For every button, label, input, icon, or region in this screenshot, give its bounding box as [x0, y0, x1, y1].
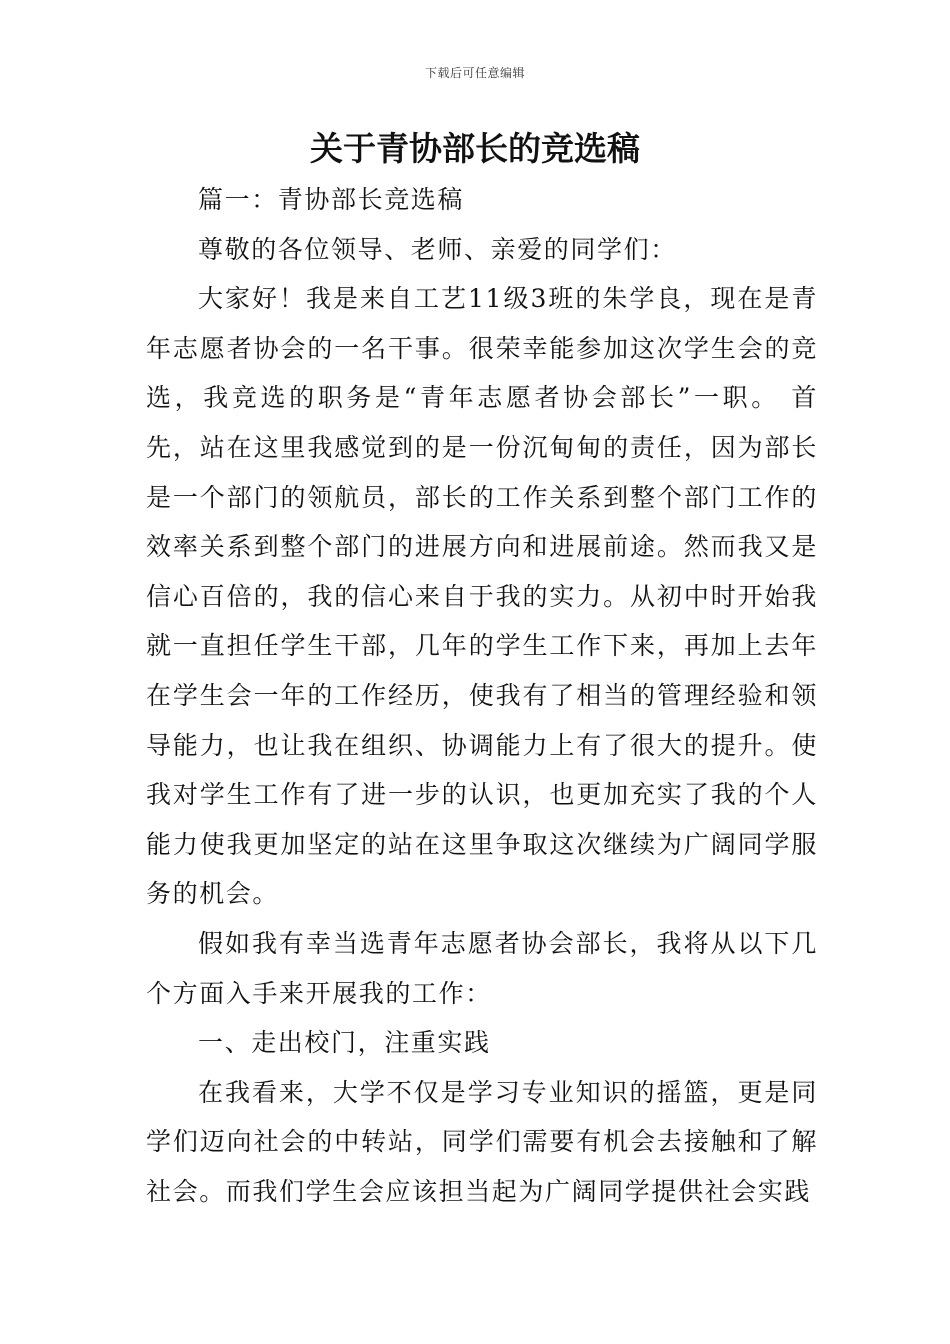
subsection-heading: 一、走出校门，注重实践 — [198, 1028, 491, 1058]
salutation: 尊敬的各位领导、老师、亲爱的同学们： — [198, 234, 677, 264]
body-paragraph: 在我看来，大学不仅是学习专业知识的摇篮，更是同学们迈向社会的中转站，同学们需要有机会去接触和了解社会。而我们学生会应该担当起为广阔同学提供社会实践 — [146, 1077, 818, 1206]
body-paragraph: 假如我有幸当选青年志愿者协会部长，我将从以下几个方面入手来开展我的工作： — [146, 928, 818, 1008]
document-body — [146, 175, 818, 1216]
body-paragraph: 大家好！我是来自工艺11级3班的朱学良，现在是青年志愿者协会的一名干事。很荣幸能参加这次学生会的竞选，我竞选的职务是“青年志愿者协会部长”一职。 首先，站在这里我感觉到的是一份沉甸甸的责任，因为部长是一个部门的领航员，部长的工作关系到整个部门工作的效率关系到整个部门的进展方向和进展前途。然而我又是信心百倍的，我的信心来自于我的实力。从初中时开始我就一直担任学生干部，几年的学生工作下来，再加上去年在学生会一年的工作经历，使我有了相当的管理经验和领导能力，也让我在组织、协调能力上有了很大的提升。使我对学生工作有了进一步的认识，也更加充实了我的个人能力使我更加坚定的站在这里争取这次继续为广阔同学服务的机会。 — [146, 284, 818, 909]
header-note: 下载后可任意编辑 — [424, 66, 525, 80]
document-title: 关于青协部长的竞选稿 — [310, 129, 640, 168]
section-heading: 篇一：青协部长竞选稿 — [198, 185, 465, 214]
